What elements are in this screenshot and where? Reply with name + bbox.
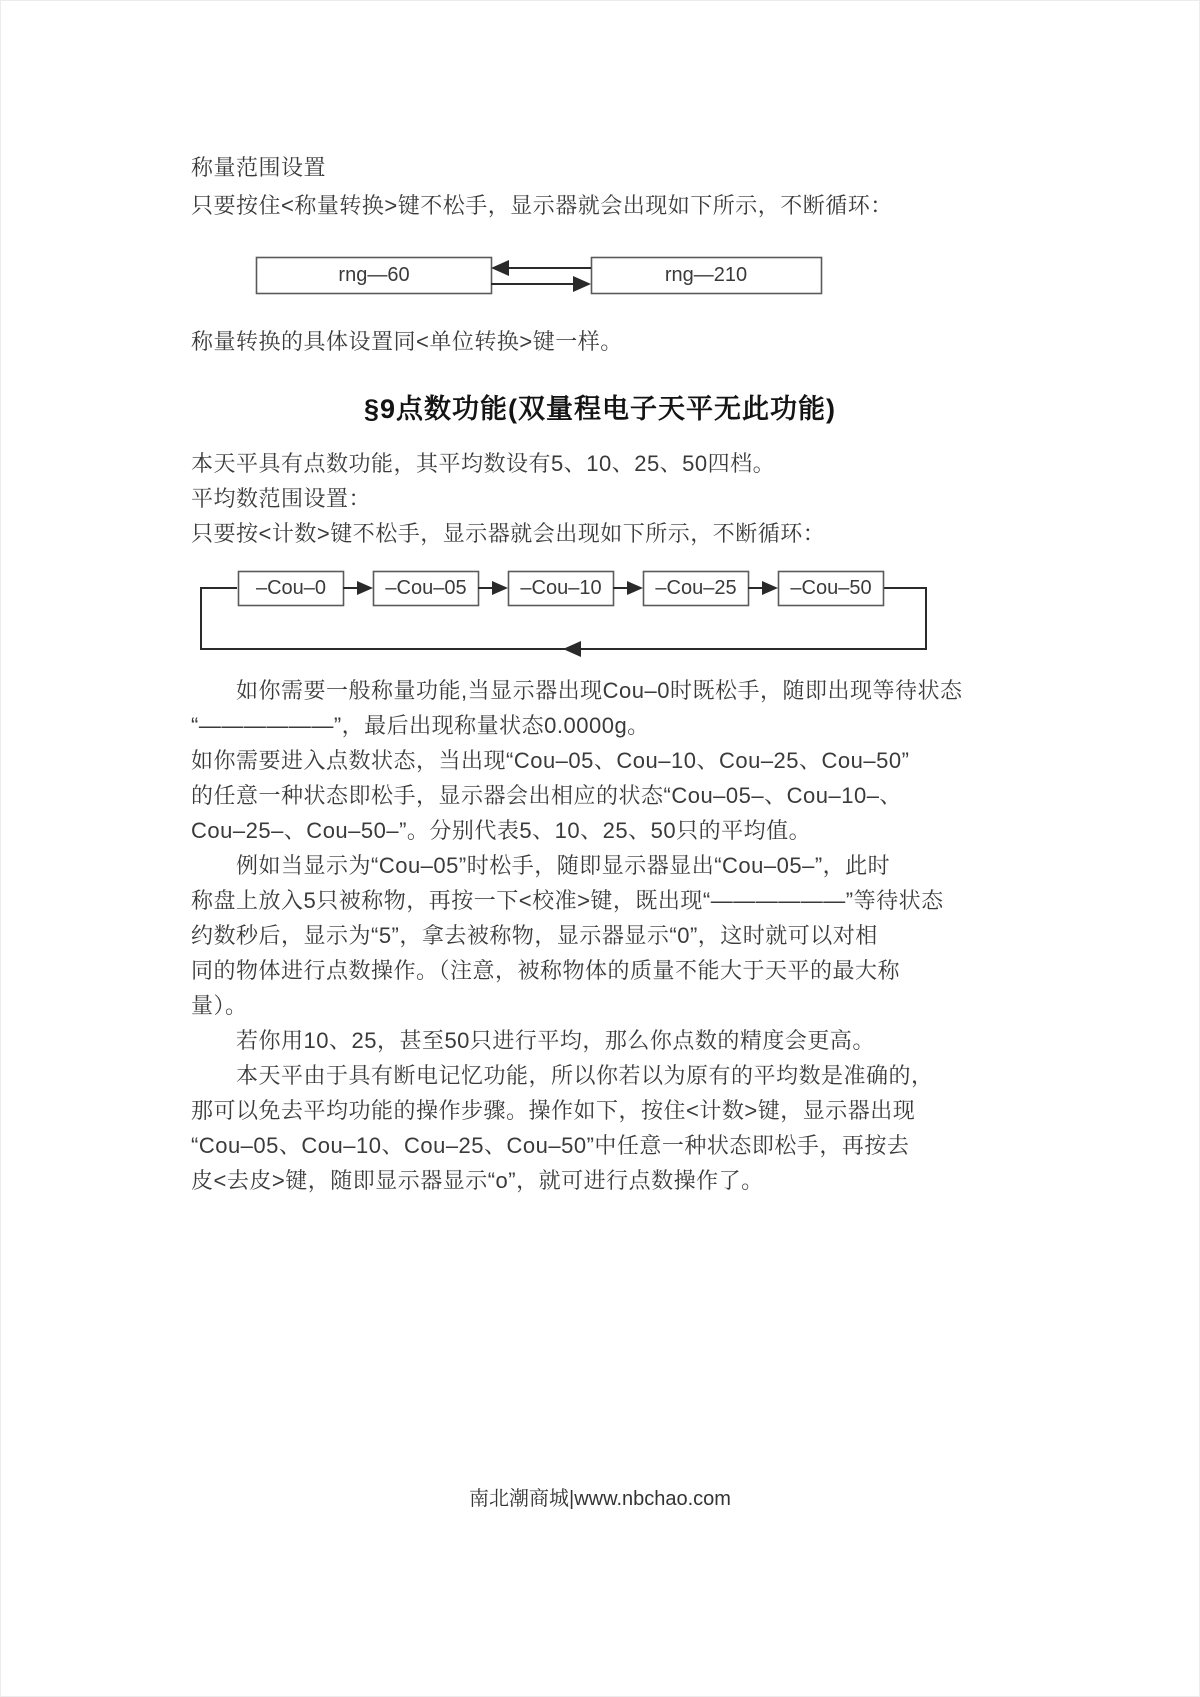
count-box-4-label: –Cou–50 [790,577,872,599]
weighing-note-line: 称量转换的具体设置同<单位转换>键一样。 [191,329,623,354]
body-line: Cou–25–、Cou–50–”。分别代表5、10、25、50只的平均值。 [191,818,812,843]
arrow-right-icon [492,581,508,595]
body-line: 那可以免去平均功能的操作步骤。操作如下，按住<计数>键，显示器出现 [191,1098,916,1123]
count-box-3-label: –Cou–25 [655,577,737,599]
body-line: “——————”，最后出现称量状态0.0000g。 [191,713,650,738]
range-box-right-label: rng—210 [664,264,748,286]
arrow-right-icon [762,581,778,595]
body-line: 称盘上放入5只被称物，再按一下<校准>键，既出现“——————”等待状态 [191,888,944,913]
body-line: 例如当显示为“Cou–05”时松手，随即显示器显出“Cou–05–”，此时 [191,853,891,878]
body-line: 量）。 [191,993,248,1018]
body-line: 如你需要进入点数状态，当出现“Cou–05、Cou–10、Cou–25、Cou–50” [191,748,910,773]
count-box-0-label: –Cou–0 [255,577,327,599]
range-box-left-label: rng—60 [338,264,410,286]
body-line: 约数秒后，显示为“5”，拿去被称物，显示器显示“0”，这时就可以对相 [191,923,878,948]
counting-body-text [191,673,1009,1198]
body-line: 本天平由于具有断电记忆功能，所以你若以为原有的平均数是准确的， [191,1063,934,1088]
body-line: 的任意一种状态即松手，显示器会出相应的状态“Cou–05–、Cou–10–、 [191,783,902,808]
arrow-left-icon [491,260,509,276]
counting-cycle-diagram [191,561,1009,661]
count-box-2-label: –Cou–10 [520,577,602,599]
counting-intro-line: 只要按<计数>键不松手，显示器就会出现如下所示，不断循环： [191,521,826,546]
arrow-right-icon [573,276,591,292]
arrow-right-icon [357,581,373,595]
body-line: 如你需要一般称量功能,当显示器出现Cou–0时既松手，随即出现等待状态 [191,678,963,703]
arrow-right-icon [627,581,643,595]
body-line: 皮<去皮>键，随即显示器显示“o”，就可进行点数操作了。 [191,1168,764,1193]
loop-arrow-left-icon [563,641,581,657]
counting-intro-line: 平均数范围设置： [191,486,372,511]
document-content [1,1,1199,1198]
body-line: 同的物体进行点数操作。（注意，被称物体的质量不能大于天平的最大称 [191,958,901,983]
section-heading-counting: §9点数功能(双量程电子天平无此功能) [363,394,836,424]
count-box-1-label: –Cou–05 [385,577,467,599]
footer-text: 南北潮商城|www.nbchao.com [469,1488,731,1510]
weighing-instruction-line: 只要按住<称量转换>键不松手，显示器就会出现如下所示，不断循环： [191,193,893,218]
body-line: “Cou–05、Cou–10、Cou–25、Cou–50”中任意一种状态即松手，再按去 [191,1133,910,1158]
counting-intro-line: 本天平具有点数功能，其平均数设有5、10、25、50四档。 [191,451,776,476]
range-cycle-svg [191,247,1011,305]
body-line: 若你用10、25，甚至50只进行平均，那么你点数的精度会更高。 [191,1028,875,1053]
counting-cycle-svg [191,561,1011,661]
section-title-weighing: 称量范围设置 [191,155,327,180]
range-cycle-diagram [191,247,1009,305]
